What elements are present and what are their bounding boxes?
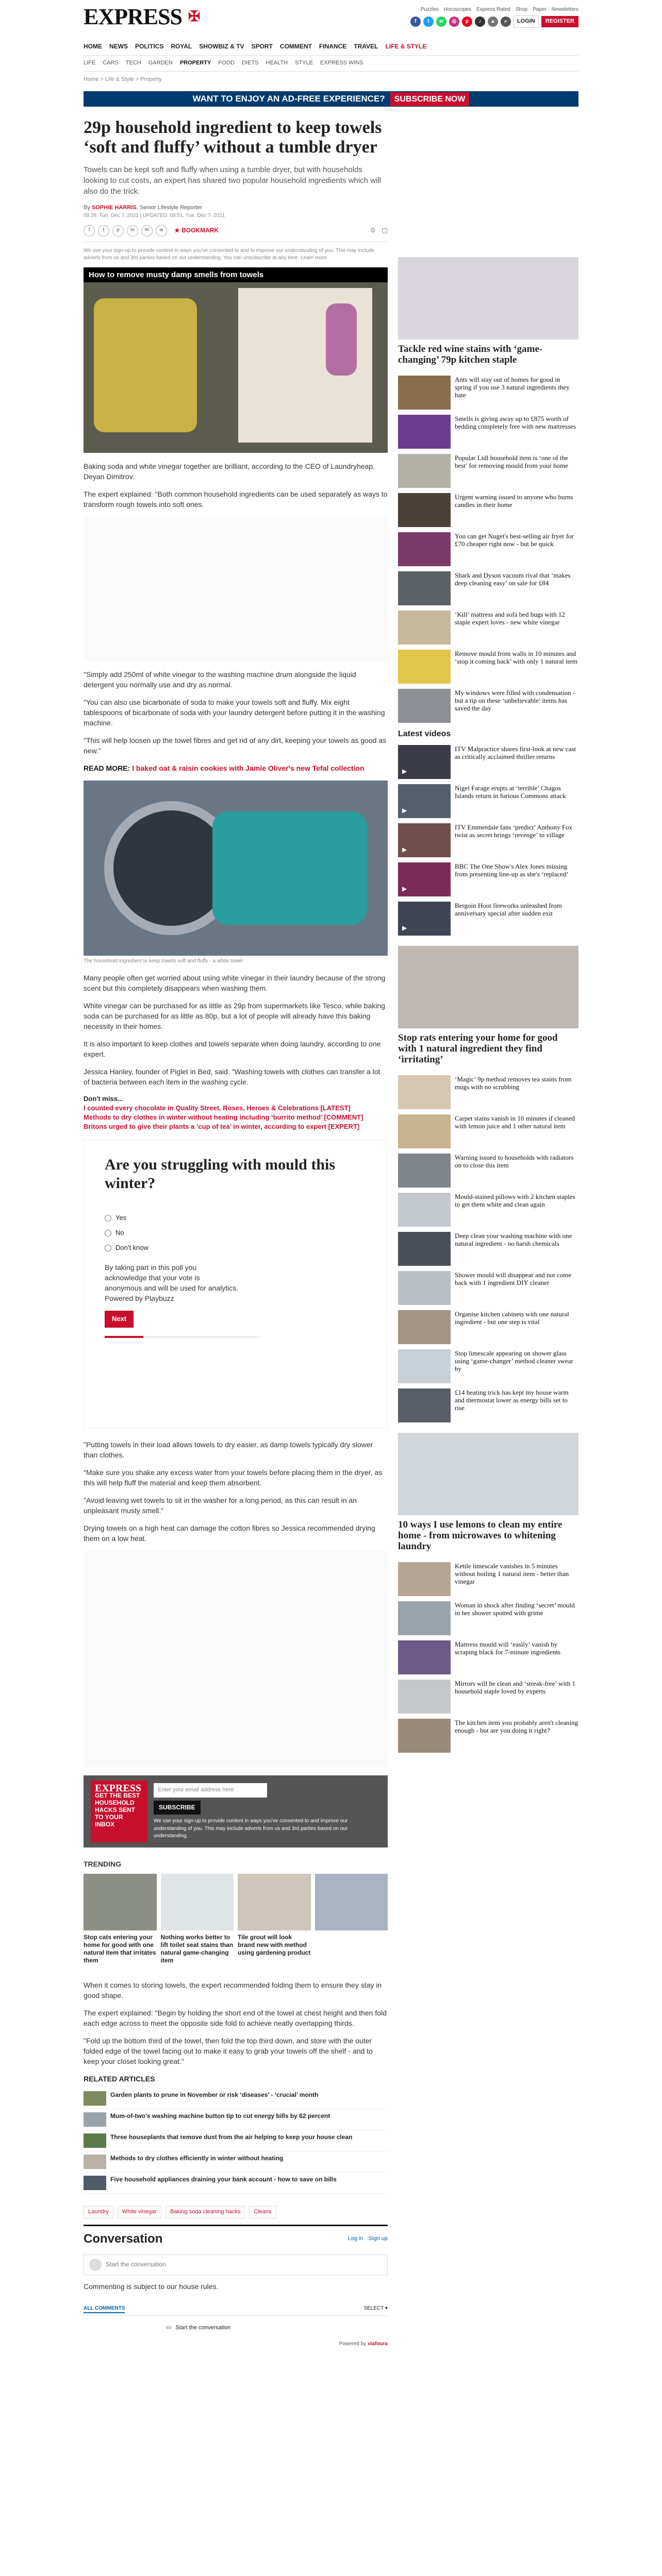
author-role: , Senior Lifestyle Reporter: [136, 205, 202, 211]
comment-input[interactable]: [84, 2255, 388, 2275]
sidebar-item[interactable]: [398, 1680, 578, 1714]
whatsapp-icon[interactable]: w: [436, 16, 446, 27]
apple-icon[interactable]: ▲: [488, 16, 498, 27]
trending-image: [161, 1874, 234, 1930]
sidebar-thumb: [398, 650, 451, 684]
video-thumb: [398, 784, 451, 818]
trending-image: [84, 1874, 157, 1930]
sidebar-thumb: [398, 415, 451, 449]
bookmark-button[interactable]: ★ BOOKMARK: [174, 227, 219, 234]
trending-heading: TRENDING: [84, 1860, 122, 1869]
related-item[interactable]: [84, 2109, 388, 2130]
poll-option-label: Don't know: [115, 1244, 148, 1252]
nav-item[interactable]: SPORT: [251, 43, 273, 50]
nav-item[interactable]: ROYAL: [171, 43, 192, 50]
article-title: 29p household ingredient to keep towels ‘soft and fluffy’ without a tumble dryer: [84, 118, 382, 157]
paragraph: "You can also use bicarbonate of soda to make your towels soft and fluffy. Mix eight tablespoons of bicarbonate of soda with your laundry detergent before putting it in the washing machine.: [84, 698, 385, 727]
video-player[interactable]: [84, 267, 388, 453]
read-more-link[interactable]: I baked oat & raisin cookies with Jamie Oliver's new Tefal collection: [132, 764, 365, 772]
sidebar-list: [398, 376, 578, 723]
trending-title: Tile grout will look brand new with method using gardening product: [238, 1933, 311, 1956]
byline-prefix: By: [84, 205, 90, 211]
dont-miss-link[interactable]: I counted every chocolate in Quality Street, Roses, Heroes & Celebrations [LATEST]: [84, 1104, 351, 1112]
poll-note: By taking part in this poll you acknowledge that your vote is anonymous and will be used for analytics. Powered by Playbuzz: [105, 1263, 239, 1302]
related-title: Five household appliances draining your bank account - how to save on bills: [110, 2175, 337, 2183]
sidebar-item-title: Woman in shock after finding ‘secret’ mould in her shower spotted with grime: [455, 1601, 575, 1617]
related-thumb: [84, 2091, 106, 2106]
conversation-header: [84, 2230, 388, 2248]
sidebar-item-title: Kettle limescale vanishes in 5 minutes without boiling 1 natural item - better than vinegar: [455, 1562, 569, 1586]
sidebar-item-title: You can get Nuget's best-selling air fryer for £70 cheaper right now - but be quick: [455, 532, 574, 548]
trending-row: [84, 1874, 388, 1964]
sidebar-item[interactable]: [398, 1232, 578, 1266]
related-item[interactable]: [84, 2130, 388, 2151]
tag[interactable]: White vinegar: [118, 2206, 161, 2218]
related-thumb: [84, 2155, 106, 2169]
register-button[interactable]: REGISTER: [541, 16, 578, 27]
sidebar-thumb: [398, 1232, 451, 1266]
sidebar-item[interactable]: [398, 1601, 578, 1635]
read-more-label: READ MORE:: [84, 764, 130, 772]
sidebar-item[interactable]: [398, 1075, 578, 1109]
trending-card[interactable]: [161, 1874, 234, 1964]
sidebar-item-title: My windows were filled with condensation - but a tip on these ‘unbelievable’ items has saved the day: [455, 689, 575, 713]
sidebar-item-title: Ants will stay out of homes for good in spring if you use 3 natural ingredients they hate: [455, 376, 570, 399]
washing-machine-image: [84, 781, 388, 956]
poll-question: Are you struggling with mould this winter?: [105, 1156, 336, 1192]
newsletter-small-print: We use your sign-up to provide content in ways you've consented to and improve our understanding of you. This may include adverts from us and 3rd parties based on our understanding.: [154, 1818, 348, 1839]
subnav-item[interactable]: CARS: [103, 60, 119, 66]
trending-title: Nothing works better to lift toilet seat stains than natural game-changing item: [160, 1933, 234, 1964]
article-standfirst: Towels can be kept soft and fluffy when using a tumble dryer, but with households looking to cut costs, an expert has shared two popular household ingredients which will also do the trick.: [84, 165, 382, 196]
ad-free-banner[interactable]: [84, 91, 578, 107]
sidebar-thumb: [398, 571, 451, 605]
sidebar-item-title: Warning issued to households with radiators on to close this item: [455, 1154, 574, 1170]
read-more: [84, 763, 388, 773]
subnav-item[interactable]: FOOD: [218, 60, 235, 66]
sidebar-thumb: [398, 1601, 451, 1635]
powered-label: Powered by: [339, 2341, 367, 2347]
sidebar-thumb: [398, 532, 451, 566]
related-item[interactable]: [84, 2088, 388, 2109]
poll-option-yes[interactable]: [105, 1213, 367, 1223]
nav-item[interactable]: LIFE & STYLE: [385, 43, 427, 50]
top-link[interactable]: Shop: [515, 6, 528, 12]
sidebar-item[interactable]: [398, 689, 578, 723]
sidebar-item-title: Shark and Dyson vacuum rival that ‘makes deep cleaning easy’ on sale for £84: [455, 571, 571, 587]
paragraph: "Putting towels in their load allows towels to dry easier, as damp towels typically dry slower than clothes.: [84, 1440, 373, 1460]
dont-miss-link[interactable]: Britons urged to give their plants a ‘cup of tea’ in winter, according to expert [EXPERT]: [84, 1123, 360, 1131]
sidebar-list: [398, 1562, 578, 1753]
latest-videos-heading: Latest videos: [398, 730, 451, 739]
affiliate-note: We use your sign-up to provide content in ways you've consented to and to improve our understanding of you. This may include adverts from us and 3rd parties based on our understanding. You can unsubscribe at any time. Learn more: [84, 247, 375, 261]
share-linkedin-icon[interactable]: in: [127, 225, 138, 236]
video-thumb: [398, 823, 451, 857]
tiktok-icon[interactable]: ♪: [475, 16, 485, 27]
video-glove: [326, 303, 357, 376]
related-title: Garden plants to prune in November or risk ‘diseases’ - ‘crucial’ month: [110, 2091, 319, 2098]
crusader-icon: ✠: [188, 9, 200, 25]
promo-text: WANT TO ENJOY AN AD-FREE EXPERIENCE?: [192, 93, 385, 104]
share-pinterest-icon[interactable]: p: [112, 225, 124, 236]
pinterest-icon[interactable]: p: [462, 16, 472, 27]
video-title: Bergoin Hoot fireworks unleashed from anniversary special after sudden exit: [455, 902, 562, 918]
poll-option-no[interactable]: [105, 1228, 367, 1238]
sidebar-item[interactable]: [398, 1154, 578, 1188]
top-links: [421, 6, 578, 14]
sidebar-top-story-title: 10 ways I use lemons to clean my entire home - from microwaves to whitening laundry: [398, 1519, 562, 1552]
conversation: [84, 2225, 388, 2348]
sidebar-thumb: [398, 1271, 451, 1305]
byline: [84, 204, 388, 212]
related-title: Three houseplants that remove dust from the air helping to keep your house clean: [110, 2133, 353, 2141]
facebook-icon[interactable]: f: [410, 16, 421, 27]
trending-card[interactable]: [84, 1874, 157, 1964]
poll-option-label: Yes: [115, 1214, 127, 1222]
comment-icon[interactable]: ▢: [382, 227, 388, 234]
nav-item[interactable]: HOME: [84, 43, 102, 50]
poll-option-label: No: [115, 1229, 124, 1237]
start-conversation-label: Start the conversation: [175, 2325, 231, 2331]
poll: [84, 1140, 388, 1428]
top-link[interactable]: Express Rated: [476, 6, 510, 12]
comment-placeholder: Start the conversation: [106, 2260, 166, 2268]
video-item[interactable]: [398, 862, 578, 896]
start-conversation[interactable]: [84, 2324, 388, 2332]
video-item[interactable]: [398, 784, 578, 818]
paragraph: "Simply add 250ml of white vinegar to the washing machine drum alongside the liquid detergent you normally use and dry as normal.: [84, 670, 356, 689]
video-item[interactable]: [398, 902, 578, 936]
paragraph: White vinegar can be purchased for as little as 29p from supermarkets like Tesco, while baking soda can be purchased for as little as 80p, but a lot of people will already have this baking necessity in their homes.: [84, 1001, 385, 1030]
subnav-item[interactable]: TECH: [125, 60, 141, 66]
comment-count[interactable]: 0: [371, 227, 375, 234]
subnav-item[interactable]: STYLE: [295, 60, 313, 66]
subscribe-now-button[interactable]: SUBSCRIBE NOW: [390, 92, 470, 106]
social-row: [410, 15, 578, 28]
content-columns: [84, 118, 578, 2348]
dont-miss-heading: Don't miss...: [84, 1094, 123, 1103]
log-in-link[interactable]: Log in: [347, 2235, 363, 2242]
trending-image: [238, 1874, 311, 1930]
top-link[interactable]: Paper: [533, 6, 547, 12]
sidebar-item[interactable]: [398, 1271, 578, 1305]
sidebar-thumb: [398, 1388, 451, 1422]
article: [84, 118, 388, 2348]
related-item[interactable]: [84, 2151, 388, 2173]
related-title: Methods to dry clothes efficiently in winter without heating: [110, 2154, 284, 2162]
share-whatsapp-icon[interactable]: w: [156, 225, 167, 236]
newsletter-email-input[interactable]: Enter your email address here: [154, 1783, 267, 1798]
sidebar-item[interactable]: [398, 571, 578, 605]
sidebar: [398, 118, 578, 2348]
sidebar-item[interactable]: [398, 532, 578, 566]
ad-slot: [84, 1551, 388, 1767]
bookmark-label: BOOKMARK: [181, 227, 219, 234]
tag[interactable]: Cleans: [249, 2206, 276, 2218]
top-link[interactable]: Puzzles: [420, 6, 439, 12]
sidebar-item[interactable]: [398, 415, 578, 449]
nav-item[interactable]: COMMENT: [279, 43, 312, 50]
sidebar-thumb: [398, 1193, 451, 1227]
paragraph: "Fold up the bottom third of the towel, then fold the top third down, and store with the outer folded edge of the towel facing out to make it easy to grab your towels off the shelf - and to keep your closet looking great.": [84, 2036, 373, 2065]
radio-icon[interactable]: [105, 1245, 111, 1251]
tag[interactable]: Laundry: [84, 2206, 113, 2218]
viafoura-logo[interactable]: viafoura: [368, 2341, 388, 2347]
newsletter-logo: [91, 1781, 147, 1842]
paragraph: When it comes to storing towels, the expert recommended folding them to ensure they stay in good shape.: [84, 1980, 382, 1999]
comment-tabs: [84, 2300, 388, 2316]
paragraph: "Make sure you shake any excess water from your towels before placing them in the dryer, as this will help fluff the material and keep them absorbent.: [84, 1468, 383, 1487]
share-facebook-icon[interactable]: f: [84, 225, 95, 236]
sidebar-item-title: Mattress mould will ‘easily’ vanish by scraping black for 7-minute ingredients: [455, 1640, 561, 1656]
page: [84, 0, 578, 2348]
chat-icon: ▭: [166, 2325, 172, 2331]
sidebar-top-story-3[interactable]: [398, 1433, 578, 1552]
paragraph: Baking soda and white vinegar together are brilliant, according to the CEO of Laundryheap, Deyan Dimitrov.: [84, 462, 375, 481]
newsletter-signup: [84, 1775, 388, 1848]
subnav-item[interactable]: HEALTH: [266, 60, 288, 66]
sidebar-item-title: Popular Lidl household item is ‘one of the best’ for removing mould from your home: [455, 454, 568, 470]
sidebar-item-title: Mould-stained pillows with 2 kitchen staples to get them white and clean again: [455, 1193, 575, 1209]
trending-title: Stop cats entering your home for good with one natural item that irritates them: [84, 1933, 156, 1964]
subnav-item[interactable]: PROPERTY: [179, 60, 211, 66]
poll-option-dont-know[interactable]: [105, 1243, 367, 1253]
breadcrumb-property[interactable]: Property: [140, 76, 162, 83]
sidebar-top-story-image: [398, 1433, 578, 1515]
video-thumb: [398, 862, 451, 896]
trending: [84, 1859, 388, 1964]
twitter-icon[interactable]: t: [423, 16, 434, 27]
related-thumb: [84, 2112, 106, 2127]
video-title: Nigel Farage erupts at ‘terrible’ Chagos Islands return in furious Commons attack: [455, 784, 566, 800]
breadcrumb-life-style[interactable]: Life & Style: [105, 76, 134, 83]
conversation-title: Conversation: [84, 2231, 163, 2246]
conversation-auth: [348, 2235, 388, 2243]
sidebar-item-title: Smells is giving away up to £875 worth of bedding completely free with new mattresses: [455, 415, 576, 431]
sidebar-item-title: The kitchen item you probably aren't cleaning enough - but are you doing it right?: [455, 1719, 578, 1735]
sidebar-thumb: [398, 1562, 451, 1596]
dont-miss: [84, 1094, 388, 1132]
sidebar-item[interactable]: [398, 1388, 578, 1422]
newsletter-subscribe-button[interactable]: SUBSCRIBE: [154, 1801, 201, 1815]
sidebar-item-title: Urgent warning issued to anyone who burns candles in their home: [455, 493, 573, 509]
sidebar-thumb: [398, 1114, 451, 1148]
sign-up-link[interactable]: Sign up: [368, 2235, 388, 2242]
paragraph: The expert explained: "Both common household ingredients can be used separately as ways to transform rough towels into soft ones.: [84, 489, 388, 509]
nav-item[interactable]: NEWS: [109, 43, 128, 50]
logo-text: EXPRESS: [84, 4, 183, 30]
search-icon[interactable]: ⌕: [501, 16, 511, 27]
sidebar-item[interactable]: [398, 1114, 578, 1148]
subnav-item[interactable]: DIETS: [242, 60, 259, 66]
ad-slot: [84, 517, 388, 661]
image-caption: The household ingredient to keep towels soft and fluffy - a white towel: [84, 958, 243, 964]
sidebar-top-story-2[interactable]: [398, 946, 578, 1065]
sidebar-item-title: Remove mould from walls in 10 minutes and ‘stop it coming back’ with only 1 natural item: [455, 650, 578, 666]
house-rules[interactable]: Commenting is subject to our house rules.: [84, 2282, 219, 2291]
video-title: ITV Emmerdale fans ‘predict’ Anthony Fox twist as secret brings ‘revenge’ to village: [455, 823, 573, 839]
sidebar-thumb: [398, 493, 451, 527]
teal-towel: [212, 811, 367, 925]
header-right: [410, 6, 578, 28]
video-caption: How to remove musty damp smells from towels: [84, 267, 388, 283]
trending-image: [315, 1874, 388, 1930]
poll-next-button[interactable]: Next: [105, 1311, 134, 1328]
sidebar-item[interactable]: [398, 1349, 578, 1383]
paragraph: The expert explained: "Begin by holding the short end of the towel at chest height and then fold each edge across to meet the opposite side fold to achieve neatly overlapping thirds.: [84, 2008, 387, 2027]
sub-nav: [84, 56, 578, 72]
paragraph: It is also important to keep clothes and towels separate when doing laundry, according to one expert.: [84, 1039, 381, 1058]
video-item[interactable]: [398, 823, 578, 857]
paragraph: "Avoid leaving wet towels to sit in the washer for a long period, as this can result in an unpleasant musty smell.": [84, 1496, 357, 1515]
related-articles: [84, 2074, 388, 2194]
poll-progress-fill: [105, 1336, 143, 1338]
video-thumb: [398, 745, 451, 779]
site-header: [84, 0, 578, 107]
newsletter-form: [154, 1783, 380, 1840]
sidebar-item[interactable]: [398, 1640, 578, 1674]
instagram-icon[interactable]: ◎: [449, 16, 459, 27]
article-body: [84, 461, 388, 2348]
sidebar-thumb: [398, 1349, 451, 1383]
comment-area: [371, 226, 388, 235]
sidebar-item[interactable]: [398, 1562, 578, 1596]
sidebar-thumb: [398, 611, 451, 645]
paragraph: Drying towels on a high heat can damage the cotton fibres so Jessica recommended drying them on a low heat.: [84, 1524, 375, 1543]
subnav-item[interactable]: GARDEN: [148, 60, 173, 66]
share-row: [84, 225, 388, 242]
sidebar-item[interactable]: [398, 611, 578, 645]
sidebar-item[interactable]: [398, 650, 578, 684]
breadcrumb-home[interactable]: Home: [84, 76, 99, 83]
sidebar-thumb: [398, 454, 451, 488]
tab-all-comments[interactable]: ALL COMMENTS: [84, 2305, 125, 2314]
video-item[interactable]: [398, 745, 578, 779]
sidebar-item-title: £14 heating trick has kept my house warm and thermostat lower as energy bills set to rise: [455, 1388, 569, 1412]
sidebar-thumb: [398, 689, 451, 723]
video-title: ITV Malpractice shares first-look at new cast as critically acclaimed thriller returns: [455, 745, 576, 761]
share-twitter-icon[interactable]: t: [98, 225, 109, 236]
nav-item[interactable]: SHOWBIZ & TV: [199, 43, 244, 50]
tag-list: [84, 2206, 388, 2218]
author-link[interactable]: SOPHIE HARRIS: [91, 205, 137, 211]
top-bar: [84, 0, 578, 31]
dont-miss-link[interactable]: Methods to dry clothes in winter without heating including ‘burrito method’ [COMMENT]: [84, 1113, 363, 1122]
sidebar-item-title: Shower mould will disappear and not come back with 1 ingredient DIY cleaner: [455, 1271, 572, 1287]
sidebar-item-title: ‘Magic’ 9p method removes tea stains from mugs with no scrubbing: [455, 1075, 572, 1091]
paragraph: Many people often get worried about using white vinegar in their laundry because of the strong scent but this completely disappears when washing them.: [84, 973, 386, 992]
related-thumb: [84, 2133, 106, 2148]
sidebar-item[interactable]: [398, 376, 578, 410]
sidebar-thumb: [398, 1719, 451, 1753]
sidebar-thumb: [398, 1075, 451, 1109]
radio-icon[interactable]: [105, 1230, 111, 1236]
video-title: BBC The One Show's Alex Jones missing from presenting line-up as she's ‘replaced’: [455, 862, 569, 878]
top-link[interactable]: Newsletters: [551, 6, 578, 12]
sort-label: SELECT: [363, 2305, 384, 2311]
related-item[interactable]: [84, 2173, 388, 2194]
tag[interactable]: Baking soda cleaning hacks: [166, 2206, 245, 2218]
newsletter-logo-text: EXPRESS: [95, 1783, 142, 1794]
sidebar-top-story-title: Tackle red wine stains with ‘game-changing’ 79p kitchen staple: [398, 344, 543, 366]
nav-item[interactable]: POLITICS: [135, 43, 164, 50]
paragraph: "This will help loosen up the towel fibres and get rid of any dirt, keeping your towels as good as new.": [84, 736, 387, 755]
paragraph: Jessica Hanley, founder of Piglet in Bed, said: "Washing towels with clothes can transfer a lot of bacteria between each item in the washing cycle.: [84, 1067, 380, 1086]
sidebar-item[interactable]: [398, 1193, 578, 1227]
sidebar-item[interactable]: [398, 493, 578, 527]
subnav-item[interactable]: EXPRESS WINS: [320, 60, 363, 66]
powered-by: [84, 2341, 388, 2348]
sidebar-top-story-title: Stop rats entering your home for good with 1 natural ingredient they find ‘irritating’: [398, 1032, 558, 1065]
sidebar-thumb: [398, 1680, 451, 1714]
sort-select[interactable]: SELECT ▾: [363, 2305, 388, 2311]
subnav-item[interactable]: LIFE: [84, 60, 96, 66]
sidebar-item-title: Deep clean your washing machine with one natural ingredient - no harsh chemicals: [455, 1232, 572, 1248]
main-nav: [84, 38, 578, 56]
video-towel-yellow: [94, 298, 197, 432]
sidebar-item-title: Carpet stains vanish in 10 minutes if cleaned with lemon juice and 1 other natural item: [455, 1114, 575, 1130]
sidebar-thumb: [398, 1154, 451, 1188]
sidebar-top-story[interactable]: [398, 257, 578, 365]
trending-card[interactable]: [238, 1874, 311, 1964]
sidebar-list: [398, 1075, 578, 1422]
sidebar-thumb: [398, 1310, 451, 1344]
article-dates: 09:29, Tue, Dec 7, 2021 | UPDATED: 09:51, Tue, Dec 7, 2021: [84, 213, 225, 219]
breadcrumb: Home > Life & Style > Property: [84, 76, 162, 83]
related-list: [84, 2088, 388, 2194]
radio-icon[interactable]: [105, 1215, 111, 1222]
sidebar-item-title: ‘Kill’ mattress and sofa bed bugs with 12 staple expert loves - new white vinegar: [455, 611, 565, 626]
sidebar-thumb: [398, 1640, 451, 1674]
newsletter-tagline: GET THE BEST HOUSEHOLD HACKS SENT TO YOUR INBOX: [95, 1792, 140, 1828]
video-thumb: [398, 902, 451, 936]
sidebar-item[interactable]: [398, 1310, 578, 1344]
top-link[interactable]: Horoscopes: [443, 6, 472, 12]
sidebar-item[interactable]: [398, 454, 578, 488]
related-heading: RELATED ARTICLES: [84, 2074, 155, 2083]
latest-videos-list: [398, 745, 578, 936]
sidebar-item-title: Organise kitchen cabinets with one natural ingredient - but one step is vital: [455, 1310, 569, 1326]
sidebar-thumb: [398, 376, 451, 410]
nav-item[interactable]: FINANCE: [319, 43, 347, 50]
related-title: Mum-of-two's washing machine button tip to cut energy bills by 62 percent: [110, 2112, 330, 2120]
avatar: [89, 2259, 102, 2271]
share-email-icon[interactable]: ✉: [141, 225, 153, 236]
poll-progress: [105, 1336, 259, 1338]
trending-card[interactable]: [315, 1874, 388, 1964]
sidebar-item[interactable]: [398, 1719, 578, 1753]
express-logo[interactable]: [84, 1, 203, 33]
login-button[interactable]: LOGIN: [514, 15, 539, 28]
related-thumb: [84, 2176, 106, 2190]
sidebar-top-story-image: [398, 946, 578, 1028]
sidebar-top-story-image: [398, 257, 578, 340]
sidebar-item-title: Mirrors will be clean and ‘streak-free’ with 1 household staple loved by experts: [455, 1680, 576, 1696]
sidebar-item-title: Stop limescale appearing on shower glass using ‘game-changer’ method cleaner swear by: [455, 1349, 573, 1373]
nav-item[interactable]: TRAVEL: [354, 43, 378, 50]
